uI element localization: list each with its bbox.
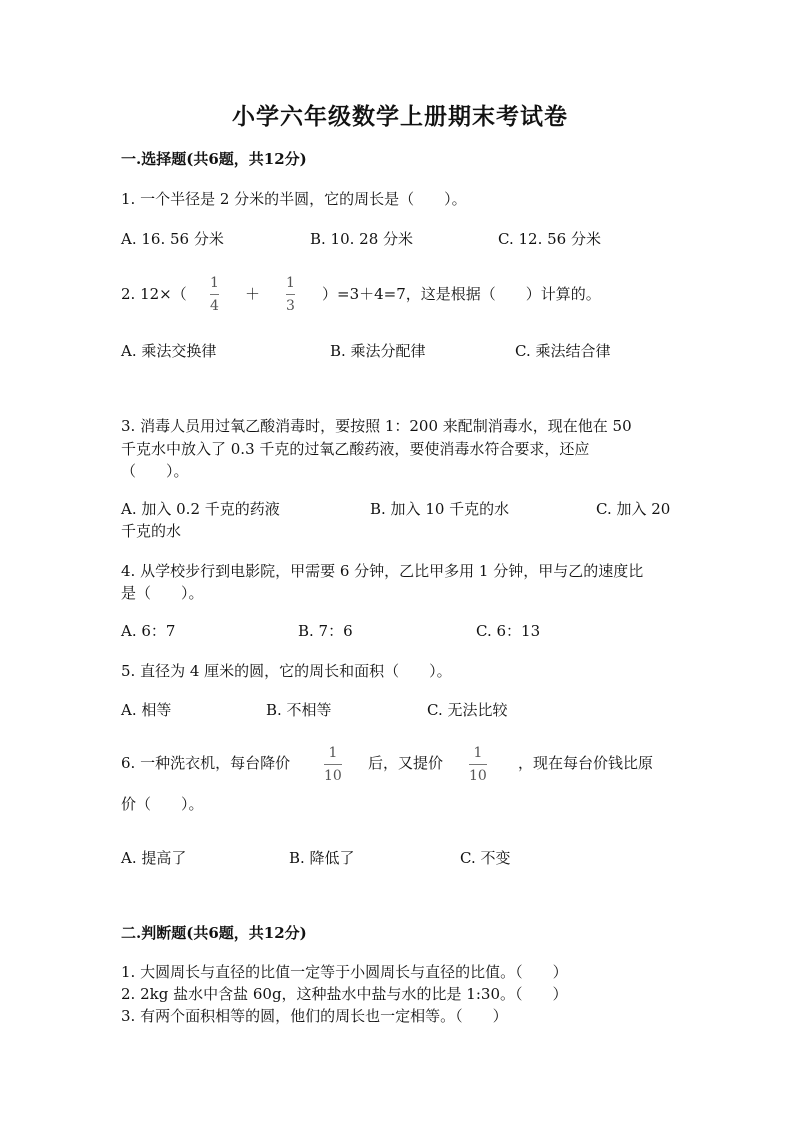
question-2-fraction-2 [286, 276, 295, 313]
fraction-bar [286, 294, 295, 295]
fraction-numerator: 1 [328, 745, 338, 761]
question-5-stem: 5. 直径为 4 厘米的圆，它的周长和面积（ ）。 [121, 662, 452, 680]
question-4-line-1: 4. 从学校步行到电影院，甲需要 6 分钟，乙比甲多用 1 分钟，甲与乙的速度比 [121, 562, 644, 580]
fraction-numerator: 1 [473, 745, 483, 761]
question-4-option-b: B. 7：6 [298, 622, 353, 640]
question-1-option-b: B. 10. 28 分米 [310, 230, 414, 248]
fraction-numerator: 1 [210, 275, 219, 291]
fraction-denominator: 3 [286, 298, 295, 314]
judgment-item-3: 3. 有两个面积相等的圆，他们的周长也一定相等。（ ） [121, 1007, 508, 1025]
question-4-option-a: A. 6：7 [121, 622, 176, 640]
fraction-bar [210, 294, 219, 295]
question-6-part-1: 6. 一种洗衣机，每台降价 [121, 754, 291, 772]
question-3-line-1: 3. 消毒人员用过氧乙酸消毒时，要按照 1：200 来配制消毒水，现在他在 50 [121, 417, 632, 435]
question-3-line-3: （ ）。 [121, 462, 189, 480]
question-3-line-2: 千克水中放入了 0.3 千克的过氧乙酸药液，要使消毒水符合要求，还应 [121, 440, 590, 458]
question-6-fraction-2 [469, 746, 487, 783]
question-2-suffix: ）=3＋4=7，这是根据（ ）计算的。 [322, 285, 601, 303]
question-3-option-c-wrap: 千克的水 [121, 522, 182, 540]
question-4-option-c: C. 6：13 [476, 622, 541, 640]
question-5-option-a: A. 相等 [121, 701, 172, 719]
fraction-denominator: 10 [324, 768, 342, 784]
question-6-part-2: 后，又提价 [368, 754, 444, 772]
question-3-option-c: C. 加入 20 [596, 500, 671, 518]
question-3-option-b: B. 加入 10 千克的水 [370, 500, 510, 518]
question-5-option-c: C. 无法比较 [427, 701, 508, 719]
question-1-stem: 1. 一个半径是 2 分米的半圆，它的周长是（ ）。 [121, 190, 467, 208]
question-2-option-b: B. 乘法分配律 [330, 342, 426, 360]
question-2-option-c: C. 乘法结合律 [515, 342, 611, 360]
question-2-plus: ＋ [245, 285, 261, 303]
question-6-option-a: A. 提高了 [121, 849, 187, 867]
fraction-numerator: 1 [286, 275, 295, 291]
question-6-part-3: ，现在每台价钱比原 [518, 754, 654, 772]
question-4-line-2: 是（ ）。 [121, 584, 204, 602]
question-2-fraction-1 [210, 276, 219, 313]
section-heading-judgment: 二.判断题(共6题，共12分) [121, 924, 307, 942]
fraction-bar [324, 764, 342, 765]
judgment-item-1: 1. 大圆周长与直径的比值一定等于小圆周长与直径的比值。（ ） [121, 963, 568, 981]
question-2-prefix: 2. 12×（ [121, 285, 187, 303]
question-3-option-a: A. 加入 0.2 千克的药液 [121, 500, 280, 518]
question-5-option-b: B. 不相等 [266, 701, 332, 719]
question-6-line-2: 价（ ）。 [121, 795, 204, 813]
fraction-denominator: 10 [469, 768, 487, 784]
question-6-option-b: B. 降低了 [289, 849, 355, 867]
page-title: 小学六年级数学上册期末考试卷 [232, 103, 568, 130]
section-heading-choice: 一.选择题(共6题，共12分) [121, 150, 307, 168]
question-6-fraction-1 [324, 746, 342, 783]
question-1-option-c: C. 12. 56 分米 [498, 230, 601, 248]
question-6-option-c: C. 不变 [460, 849, 511, 867]
judgment-item-2: 2. 2kg 盐水中含盐 60g，这种盐水中盐与水的比是 1:30。（ ） [121, 985, 568, 1003]
question-1-option-a: A. 16. 56 分米 [121, 230, 224, 248]
fraction-bar [469, 764, 487, 765]
question-2-option-a: A. 乘法交换律 [121, 342, 217, 360]
fraction-denominator: 4 [210, 298, 219, 314]
